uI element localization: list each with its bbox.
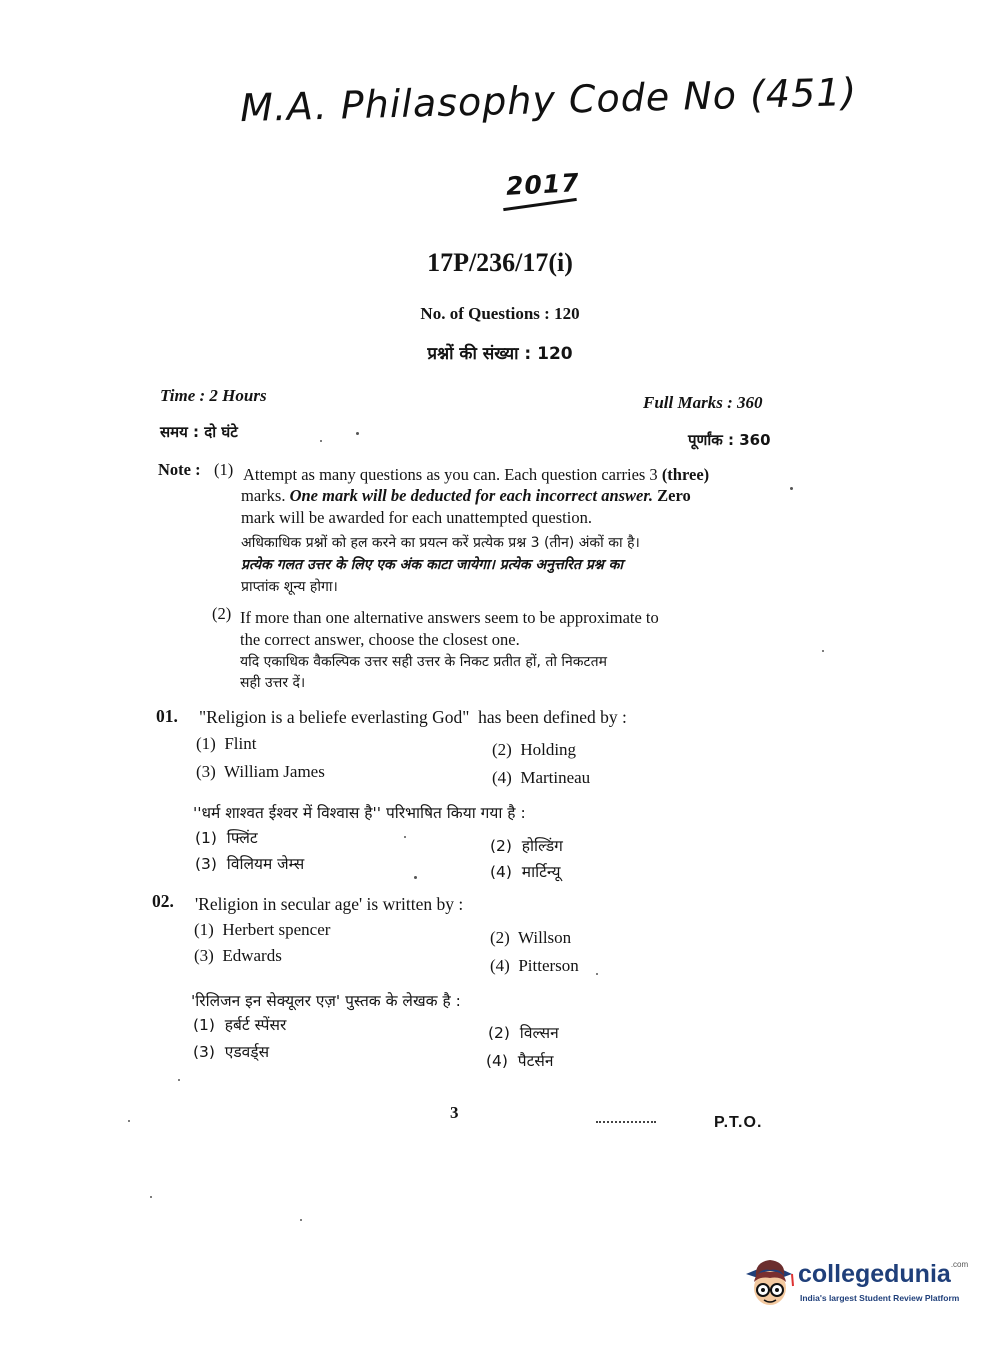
note-label: Note :	[158, 460, 201, 479]
scan-speck	[150, 1196, 152, 1198]
note-1-text-d: One mark will be deducted for each incorrect answer.	[289, 486, 654, 505]
question-1-option-3: (3) William James	[196, 762, 325, 781]
full-marks-en: Full Marks : 360	[643, 393, 763, 412]
scan-mark	[596, 1121, 656, 1123]
question-1-text-hi: ''धर्म शाश्वत ईश्वर में विश्वास है'' परिभाषित किया गया है :	[193, 804, 526, 822]
question-2-number: 02.	[152, 891, 174, 911]
note-1-text-b: (three)	[661, 465, 710, 484]
question-2-option-3-hi: (3) एडवर्ड्स	[193, 1043, 270, 1061]
question-1-option-2: (2) Holding	[492, 740, 577, 759]
handwritten-year: 2017	[505, 168, 581, 201]
question-2-option-1-hi: (1) हर्बर्ट स्पेंसर	[193, 1016, 287, 1034]
question-1-option-4: (4) Martineau	[492, 768, 591, 787]
scan-speck	[356, 432, 359, 435]
time-en: Time : 2 Hours	[160, 386, 267, 405]
brand-name-text: collegedunia	[798, 1260, 951, 1288]
scan-speck	[790, 487, 793, 490]
question-2-option-1: (1) Herbert spencer	[194, 920, 331, 939]
note-1-hi-line1: अधिकाधिक प्रश्नों को हल करने का प्रयत्न करें प्रत्येक प्रश्न 3 (तीन) अंकों का है।	[241, 535, 640, 551]
note-1-hi-line2: प्रत्येक गलत उत्तर के लिए एक अंक काटा जायेगा। प्रत्येक अनुत्तरित प्रश्न का	[241, 557, 623, 573]
note-1-text-a: Attempt as many questions as you can. Each question carries 3	[243, 465, 658, 484]
question-1-option-2-hi: (2) होल्डिंग	[490, 837, 563, 855]
handwritten-title: M.A. Philasophy Code No (451)	[239, 69, 858, 131]
questions-count-hi: प्रश्नों की संख्या : 120	[427, 344, 573, 364]
note-2-en-line2: the correct answer, choose the closest one.	[240, 630, 520, 649]
mascot-icon	[740, 1252, 796, 1310]
scan-speck	[822, 650, 824, 652]
question-2-text-hi: 'रिलिजन इन सेक्यूलर एज़' पुस्तक के लेखक है :	[191, 992, 461, 1010]
paper-code: 17P/236/17(i)	[427, 248, 573, 277]
scan-speck	[414, 876, 417, 879]
question-2-text-en: 'Religion in secular age' is written by :	[195, 894, 464, 914]
note-1-number: (1)	[214, 460, 234, 479]
question-2-option-4: (4) Pitterson	[490, 956, 579, 975]
note-1-en-line3: mark will be awarded for each unattempted question.	[241, 508, 592, 527]
question-2-option-2-hi: (2) विल्सन	[488, 1024, 559, 1042]
note-2-en-line1: If more than one alternative answers seem to be approximate to	[240, 608, 659, 627]
question-2-option-2: (2) Willson	[490, 928, 572, 947]
question-2-option-4-hi: (4) पैटर्सन	[486, 1052, 554, 1070]
questions-count-en: No. of Questions : 120	[420, 304, 580, 323]
scan-speck	[320, 440, 322, 442]
note-1-text-e: Zero	[657, 486, 691, 505]
question-2-option-3: (3) Edwards	[194, 946, 282, 965]
brand-domain-suffix: .com	[950, 1260, 969, 1269]
question-1-option-3-hi: (3) विलियम जेम्स	[195, 855, 305, 873]
question-1-option-4-hi: (4) मार्टिन्यू	[490, 863, 561, 881]
page-number: 3	[450, 1103, 459, 1122]
note-2-hi-line2: सही उत्तर दें।	[240, 675, 306, 691]
scan-speck	[178, 1079, 180, 1081]
note-1-hi-line3: प्राप्तांक शून्य होगा।	[241, 579, 338, 595]
note-1-text-c: marks.	[241, 486, 286, 505]
scan-speck	[596, 973, 598, 975]
question-1-option-1: (1) Flint	[196, 734, 257, 753]
scan-speck	[404, 836, 406, 838]
collegedunia-logo	[740, 1252, 980, 1312]
note-2-hi-line1: यदि एकाधिक वैकल्पिक उत्तर सही उत्तर के निकट प्रतीत हों, तो निकटतम	[240, 654, 607, 670]
note-1-en-line2	[241, 485, 786, 506]
full-marks-hi: पूर्णांक : 360	[688, 431, 771, 449]
question-1-option-1-hi: (1) फ्लिंट	[195, 829, 258, 847]
question-1-text-en: "Religion is a beliefe everlasting God" has been defined by :	[199, 707, 627, 727]
question-1-number: 01.	[156, 706, 178, 726]
note-2-number: (2)	[212, 604, 232, 623]
pto-label: P.T.O.	[714, 1114, 763, 1131]
scan-speck	[300, 1219, 302, 1221]
brand-name	[798, 1260, 968, 1289]
scan-speck	[128, 1120, 130, 1122]
time-hi: समय : दो घंटे	[160, 423, 238, 441]
brand-tagline: India's largest Student Review Platform	[800, 1293, 960, 1303]
note-1-en-line1	[243, 464, 788, 485]
